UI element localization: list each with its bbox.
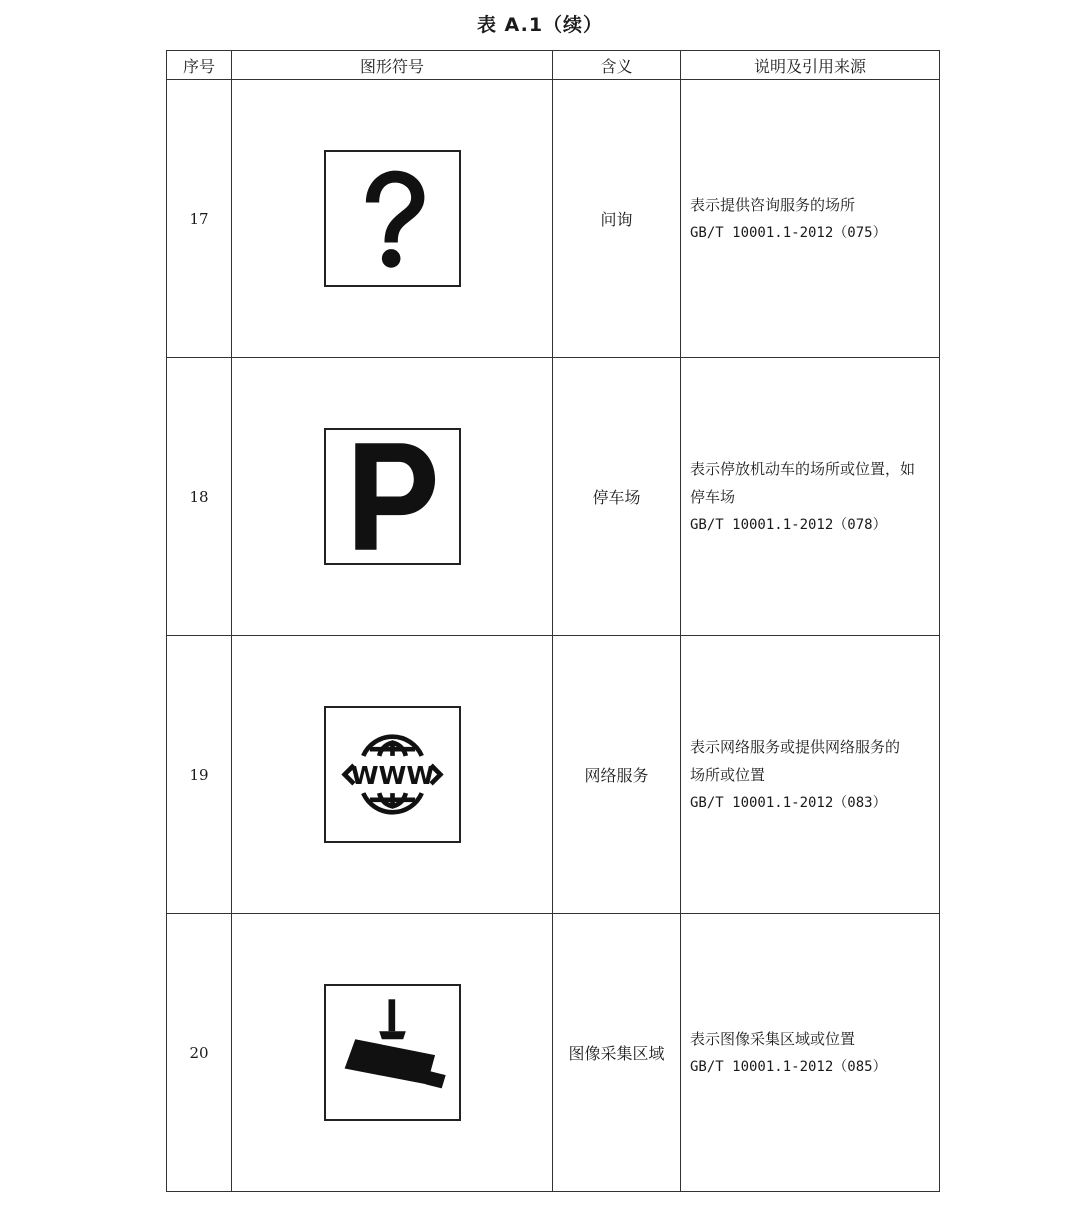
row-number: 17 <box>167 80 232 358</box>
symbol-cell <box>232 80 553 358</box>
www-globe-icon <box>324 706 461 843</box>
source-reference: GB/T 10001.1-2012（083） <box>690 794 887 811</box>
header-serial-no: 序号 <box>167 51 232 80</box>
source-reference: GB/T 10001.1-2012（085） <box>690 1058 887 1075</box>
header-meaning: 含义 <box>553 51 681 80</box>
header-description-source: 说明及引用来源 <box>681 51 940 80</box>
www-label: WWW <box>350 760 434 790</box>
description-line: 表示停放机动车的场所或位置，如 <box>690 459 916 478</box>
description-line: 停车场 <box>690 487 736 506</box>
parking-p-icon <box>324 428 461 565</box>
table-row <box>167 358 940 636</box>
table-row <box>167 636 940 914</box>
source-reference: GB/T 10001.1-2012（075） <box>690 224 887 241</box>
row-number: 19 <box>167 636 232 914</box>
row-number: 18 <box>167 358 232 636</box>
symbol-cell <box>232 358 553 636</box>
description-line: 表示提供咨询服务的场所 <box>690 195 856 214</box>
description-line: 表示网络服务或提供网络服务的 <box>690 737 901 756</box>
meaning-cell: 图像采集区域 <box>553 914 681 1192</box>
question-mark-icon <box>324 150 461 287</box>
description-line: 表示图像采集区域或位置 <box>690 1029 856 1048</box>
row-number: 20 <box>167 914 232 1192</box>
symbol-cell <box>232 914 553 1192</box>
description-cell <box>681 636 940 914</box>
surveillance-camera-icon <box>324 984 461 1121</box>
header-graphic-symbol: 图形符号 <box>232 51 553 80</box>
table-header-row <box>167 51 940 80</box>
table-caption: 表 A.1（续） <box>476 14 604 36</box>
table-row <box>167 914 940 1192</box>
description-cell <box>681 358 940 636</box>
table-row <box>167 80 940 358</box>
meaning-cell: 网络服务 <box>553 636 681 914</box>
description-cell <box>681 914 940 1192</box>
symbol-table <box>166 50 940 1192</box>
symbol-cell <box>232 636 553 914</box>
source-reference: GB/T 10001.1-2012（078） <box>690 516 887 533</box>
meaning-cell: 停车场 <box>553 358 681 636</box>
meaning-cell: 问询 <box>553 80 681 358</box>
description-cell <box>681 80 940 358</box>
description-line: 场所或位置 <box>690 765 766 784</box>
